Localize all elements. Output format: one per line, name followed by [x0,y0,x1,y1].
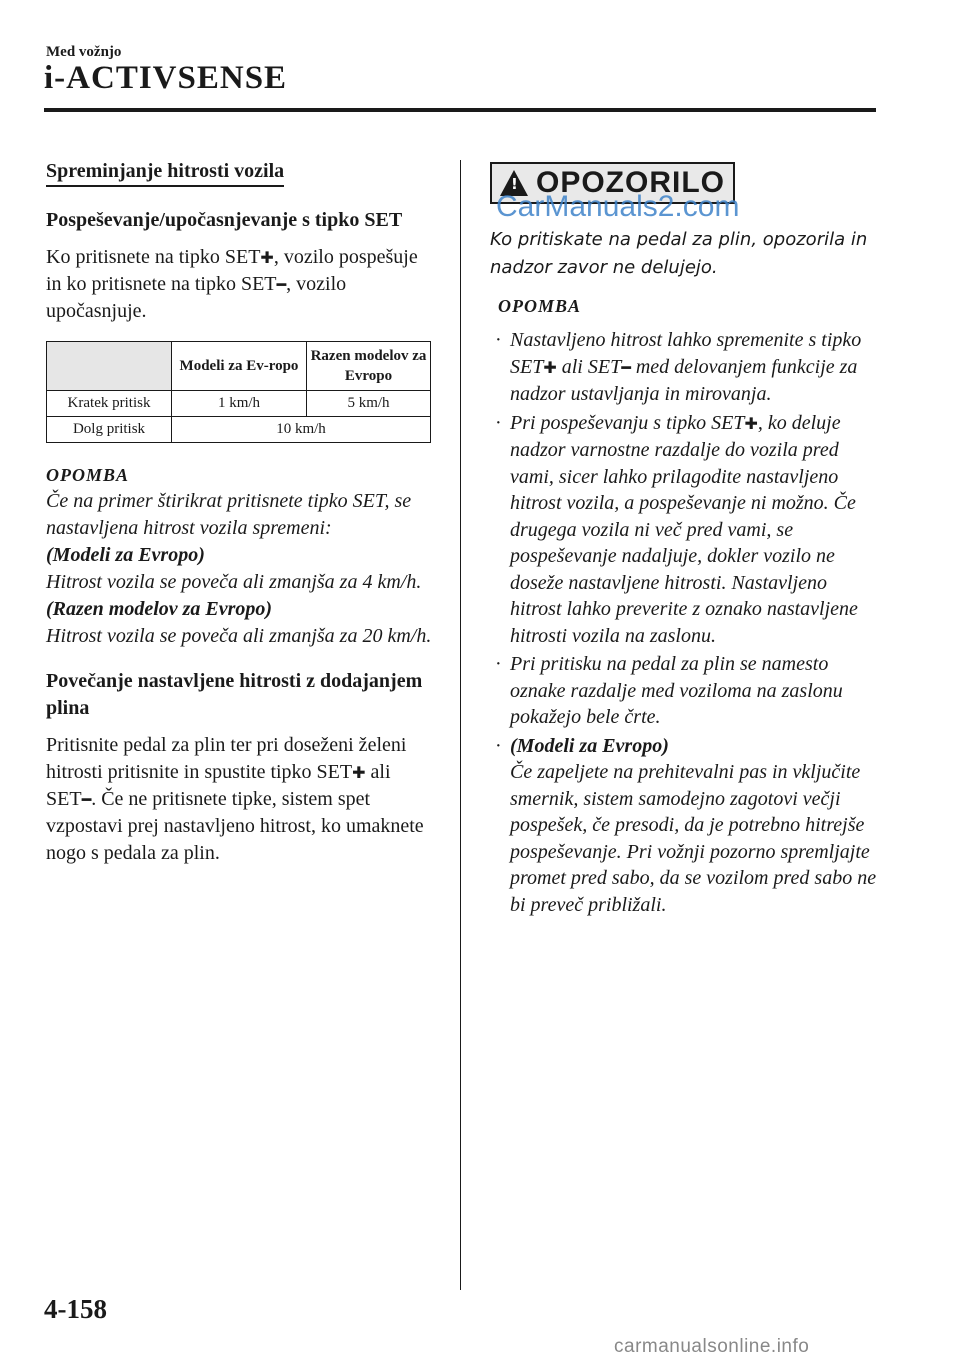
warning-label: OPOZORILO [536,166,725,199]
list-item: · Pri pospeševanju s tipko SET✚, ko deluje nadzor varnostne razdalje do vozila pred vami, sicer lahko prilagodite nastavljeno hitrost vozila, a pospeševanje ni možno. Če drugega vozila ni več pred vami, se pospeševanje nadaljuje, dokler vozilo ne doseže nastavljene hitrosti. Nastavljeno hitrost lahko preverite z oznako nastavljene hitrosti vozila na zaslonu. [495,411,858,647]
note-eu-text: Hitrost vozila se poveča ali zmanjša za 4 km/h. [46,571,422,593]
table-header-cell: Razen modelov za Evropo [307,342,431,391]
note-label: OPOMBA [498,296,582,316]
table-cell: Kratek pritisk [47,391,172,417]
column-divider [460,160,461,1290]
table-header-cell: Modeli za Ev-ropo [172,342,307,391]
speed-table [46,341,431,443]
table-header-row [47,342,431,391]
table-row [47,417,431,443]
table-row [47,391,431,417]
note-noneu-text: Hitrost vozila se poveča ali zmanjša za 20 km/h. [46,625,432,647]
warning-badge [490,162,740,223]
minus-icon: ━ [81,790,92,809]
bullet-label: (Modeli za Evropo) [510,734,669,757]
footer-site: carmanualsonline.info [614,1336,810,1357]
section-heading: Spreminjanje hitrosti vozila [46,160,284,187]
right-column [490,162,880,920]
table-cell: Dolg pritisk [47,417,172,443]
note-text: Če na primer štirikrat pritisnete tipko SET, se nastavljena hitrost vozila spremeni: [46,490,412,539]
watermark: CarManuals2.com [496,190,740,223]
note-list [490,327,880,918]
list-item: · (Modeli za Evropo) Če zapeljete na prehitevalni pas in vključite smernik, sistem samodejno zagotovi večji pospešek, če presodi, da je potrebno hitrejše pospeševanje. Pri vožnji pozorno spremljajte promet pred sabo, da se vozilom pred sabo ne bi preveč približali. [495,734,877,916]
plus-icon: ✚ [352,763,366,782]
page-number: 4-158 [44,1294,107,1324]
minus-icon: ━ [621,357,631,377]
plus-icon: ✚ [260,248,274,267]
header-rule [44,108,876,112]
page-title: i-ACTIVSENSE [44,60,288,96]
table-header-cell [47,342,172,391]
warning-text: Ko pritiskate na pedal za plin, opozorila in nadzor zavor ne delujejo. [490,229,868,278]
note-noneu-label: (Razen modelov za Evropo) [46,598,273,620]
note-eu-label: (Modeli za Evropo) [46,544,205,566]
table-cell: 5 km/h [307,391,431,417]
paragraph-2: Pritisnite pedal za plin ter pri doseženi želeni hitrosti pritisnite in spustite tipko SET✚ ali SET━. Če ne pritisnete tipke, sistem spet vzpostavi prej nastavljeno hitrost, ko umaknete nogo s pedala za plin. [46,734,424,864]
intro-paragraph: Ko pritisnete na tipko SET✚, vozilo pospešuje in ko pritisnete na tipko SET━, vozilo upočasnjuje. [46,246,418,322]
plus-icon: ✚ [744,413,758,433]
table-cell: 10 km/h [172,417,431,443]
subheading-2: Povečanje nastavljene hitrosti z dodajanjem plina [46,670,423,719]
left-column [46,160,436,883]
section-label: Med vožnjo [46,44,122,60]
plus-icon: ✚ [543,357,557,377]
note-label: OPOMBA [46,465,130,485]
list-item: · Nastavljeno hitrost lahko spremenite s tipko SET✚ ali SET━ med delovanjem funkcije za nadzor ustavljanja in mirovanja. [495,329,862,405]
subheading: Pospeševanje/upočasnjevanje s tipko SET [46,209,403,231]
warning-triangle-icon: ! [500,170,528,196]
list-item: · Pri pritisku na pedal za plin se namesto oznake razdalje med voziloma na zaslonu pokažejo bele črte. [495,653,843,728]
table-cell: 1 km/h [172,391,307,417]
minus-icon: ━ [276,275,287,294]
